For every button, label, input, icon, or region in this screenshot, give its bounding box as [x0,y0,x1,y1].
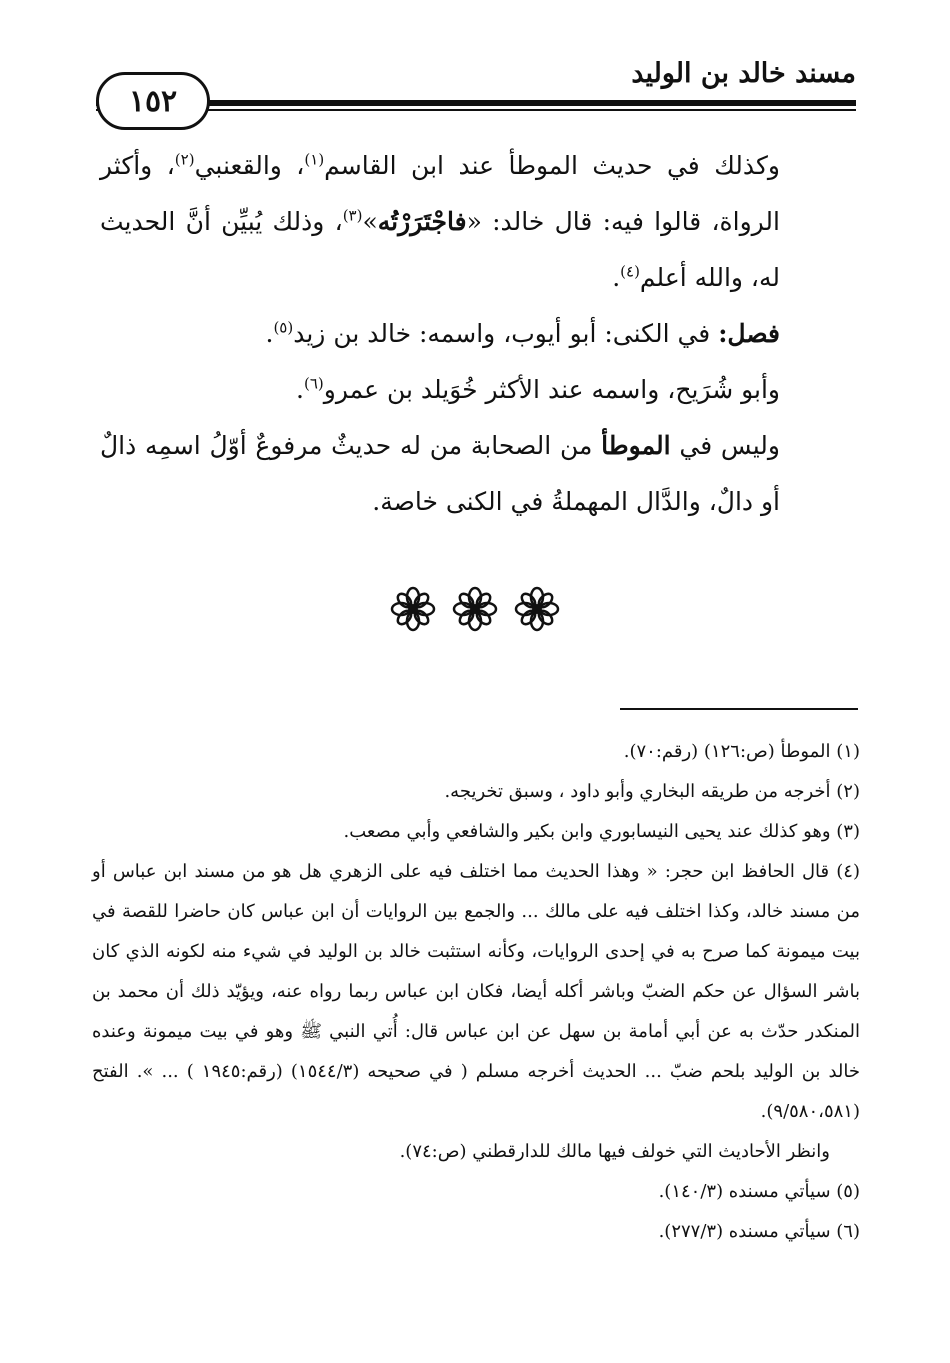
footnote-ref: (٢) [174,150,195,169]
header-rule-thin [96,109,856,111]
footnote-2: (٢) أخرجه من طريقه البخاري وأبو داود ، وسبق تخريجه. [444,781,860,802]
section-ornament [0,585,950,633]
page-header [96,52,856,132]
text-run: . [265,319,274,348]
text-run: ، وأكثر الرواة، قالوا فيه: قال خالد: « [100,151,780,236]
paragraph-2 [100,306,860,362]
footnote-ref: (١) [304,150,325,169]
text-run: من الصحابة من له حديثٌ مرفوعٌ أوّلُ اسمِه ذالٌ أو دالٌ، والدَّال المهملةُ في الكنى خاصة. [100,431,780,516]
footnote-3: (٣) وهو كذلك عند يحيى النيسابوري وابن بكير والشافعي وأبي مصعب. [343,821,860,842]
text-run: ، وذلك يُبيِّن أنَّ الحديث له، والله أعلم [100,207,780,292]
footnote-separator [620,708,858,710]
paragraph-4 [100,418,860,530]
paragraph-3 [100,362,860,418]
header-rule-thick [96,100,856,106]
footnote-ref: (٥) [273,318,294,337]
footnotes [92,732,860,1252]
section-label: فصل: [718,319,780,348]
footnote-5: (٥) سيأتي مسنده (١٤٠/٣). [658,1181,860,1202]
text-run: وكذلك في حديث الموطأ عند ابن القاسم [324,151,780,180]
main-text [100,138,860,530]
text-run: . [296,375,304,404]
text-run: في الكنى: أبو أيوب، واسمه: خالد بن زيد [293,319,719,348]
quoted-word: فاجْتَرَرْتُه [377,207,467,236]
footnote-ref: (٦) [303,374,324,393]
page-number: ١٥٢ [96,72,210,130]
running-title: مسند خالد بن الوليد [631,58,856,89]
footnote-6: (٦) سيأتي مسنده (٢٧٧/٣). [658,1221,860,1242]
flower-ornament-icon [451,585,499,633]
footnote-1: (١) الموطأ (ص:١٢٦) (رقم:٧٠). [623,741,860,762]
footnote-ref: (٣) [342,206,363,225]
text-run: . [612,263,621,292]
footnote-4-continuation: وانظر الأحاديث التي خولف فيها مالك للدارقطني (ص:٧٤). [399,1141,830,1162]
book-name: الموطأ [601,431,671,460]
flower-ornament-icon [389,585,437,633]
text-run: ، والقعنبي [194,151,305,180]
text-run: وأبو شُرَيح، واسمه عند الأكثر خُوَيلد بن عمرو [323,375,780,404]
text-run: » [362,207,378,236]
paragraph-1 [100,138,860,306]
flower-ornament-icon [513,585,561,633]
footnote-4: (٤) قال الحافظ ابن حجر: « وهذا الحديث مما اختلف فيه على الزهري هل هو من مسند ابن عباس أو من مسند خالد، وكذا اختلف فيه على مالك ... والجمع بين الروايات أن ابن عباس كان حاضرا للقصة في بيت ميمونة كما صرح به في إحدى الروايات، وكأنه استثبت خالد بن الوليد في شيء منه لكونه الذي كان باشر السؤال عن حكم الضبّ وباشر أكله أيضا، فكان ابن عباس ربما رواه عنه، ويؤيّد ذلك أن محمد بن المنكدر حدّث به عن أبي أمامة بن سهل عن ابن عباس قال: أُتي النبي ﷺ وهو في بيت ميمونة وعنده خالد بن الوليد بلحم ضبّ ... الحديث أخرجه مسلم ( في صحيحه (١٥٤٤/٣) (رقم:١٩٤٥ ) ... ». الفتح (٩/٥٨٠،٥٨١). [92,861,861,1122]
text-run: وليس في [670,431,780,460]
footnote-ref: (٤) [620,262,640,281]
